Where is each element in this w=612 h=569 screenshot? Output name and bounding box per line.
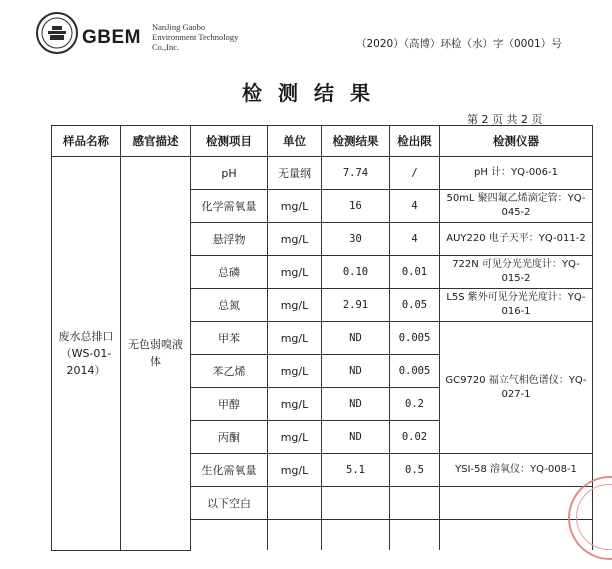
page-indicator: 第 2 页 共 2 页 <box>467 113 543 126</box>
sample-name-cell: 废水总排口（WS-01-2014） <box>52 157 121 551</box>
column-header: 样品名称 <box>52 126 121 157</box>
result-value: 0.10 <box>322 256 390 289</box>
company-line: Environment Technology <box>152 32 239 42</box>
detection-limit: 0.05 <box>390 289 440 322</box>
brand-name: GBEM <box>82 27 141 48</box>
unit: mg/L <box>268 355 322 388</box>
page-title: 检测结果 <box>242 81 386 105</box>
column-header: 检测结果 <box>322 126 390 157</box>
unit: mg/L <box>268 388 322 421</box>
instrument: 50mL 聚四氟乙烯滴定管：YQ-045-2 <box>440 190 593 223</box>
test-item: 悬浮物 <box>191 223 268 256</box>
company-line: NanJing Gaobo <box>152 22 206 32</box>
test-item: 化学需氧量 <box>191 190 268 223</box>
table-header-row <box>52 126 593 157</box>
empty-cell <box>268 520 322 551</box>
results-table <box>51 125 593 551</box>
instrument: 722N 可见分光光度计：YQ-015-2 <box>440 256 593 289</box>
unit: mg/L <box>268 289 322 322</box>
detection-limit: 4 <box>390 223 440 256</box>
instrument: YSI-58 溶氧仪：YQ-008-1 <box>440 454 593 487</box>
empty-cell <box>268 487 322 520</box>
unit: 无量纲 <box>268 157 322 190</box>
test-item: 生化需氧量 <box>191 454 268 487</box>
test-item: 甲苯 <box>191 322 268 355</box>
detection-limit: 0.5 <box>390 454 440 487</box>
unit: mg/L <box>268 223 322 256</box>
result-value: 5.1 <box>322 454 390 487</box>
detection-limit: 0.005 <box>390 322 440 355</box>
column-header: 检测项目 <box>191 126 268 157</box>
blank-note: 以下空白 <box>191 487 268 520</box>
report-header <box>0 0 612 70</box>
column-header: 检出限 <box>390 126 440 157</box>
result-value: 16 <box>322 190 390 223</box>
empty-cell <box>390 487 440 520</box>
detection-limit: 0.005 <box>390 355 440 388</box>
column-header: 感官描述 <box>121 126 191 157</box>
empty-cell <box>322 487 390 520</box>
unit: mg/L <box>268 421 322 454</box>
document-number: （2020）（高博）环检（水）字（0001）号 <box>356 38 562 50</box>
empty-cell <box>191 520 268 551</box>
result-value: ND <box>322 388 390 421</box>
test-item: 甲醇 <box>191 388 268 421</box>
empty-cell <box>322 520 390 551</box>
result-value: ND <box>322 355 390 388</box>
test-item: 总氮 <box>191 289 268 322</box>
detection-limit: 0.2 <box>390 388 440 421</box>
unit: mg/L <box>268 322 322 355</box>
column-header: 检测仪器 <box>440 126 593 157</box>
unit: mg/L <box>268 454 322 487</box>
empty-cell <box>390 520 440 551</box>
table-row <box>52 157 593 190</box>
detection-limit: 0.02 <box>390 421 440 454</box>
test-item: 苯乙烯 <box>191 355 268 388</box>
column-header: 单位 <box>268 126 322 157</box>
detection-limit: 0.01 <box>390 256 440 289</box>
instrument: AUY220 电子天平：YQ-011-2 <box>440 223 593 256</box>
company-name <box>152 22 238 52</box>
company-logo-seal <box>36 12 78 54</box>
shared-instrument: GC9720 福立气相色谱仪：YQ-027-1 <box>440 322 593 454</box>
result-value: ND <box>322 421 390 454</box>
unit: mg/L <box>268 190 322 223</box>
detection-limit: 4 <box>390 190 440 223</box>
result-value: 2.91 <box>322 289 390 322</box>
instrument: pH 计：YQ-006-1 <box>440 157 593 190</box>
company-line: Co.,Inc. <box>152 42 180 52</box>
result-value: 30 <box>322 223 390 256</box>
test-item: pH <box>191 157 268 190</box>
sensory-description-cell: 无色弱嗅液体 <box>121 157 191 551</box>
detection-limit: / <box>390 157 440 190</box>
result-value: 7.74 <box>322 157 390 190</box>
test-item: 总磷 <box>191 256 268 289</box>
result-value: ND <box>322 322 390 355</box>
test-item: 丙酮 <box>191 421 268 454</box>
unit: mg/L <box>268 256 322 289</box>
instrument: L5S 紫外可见分光光度计：YQ-016-1 <box>440 289 593 322</box>
